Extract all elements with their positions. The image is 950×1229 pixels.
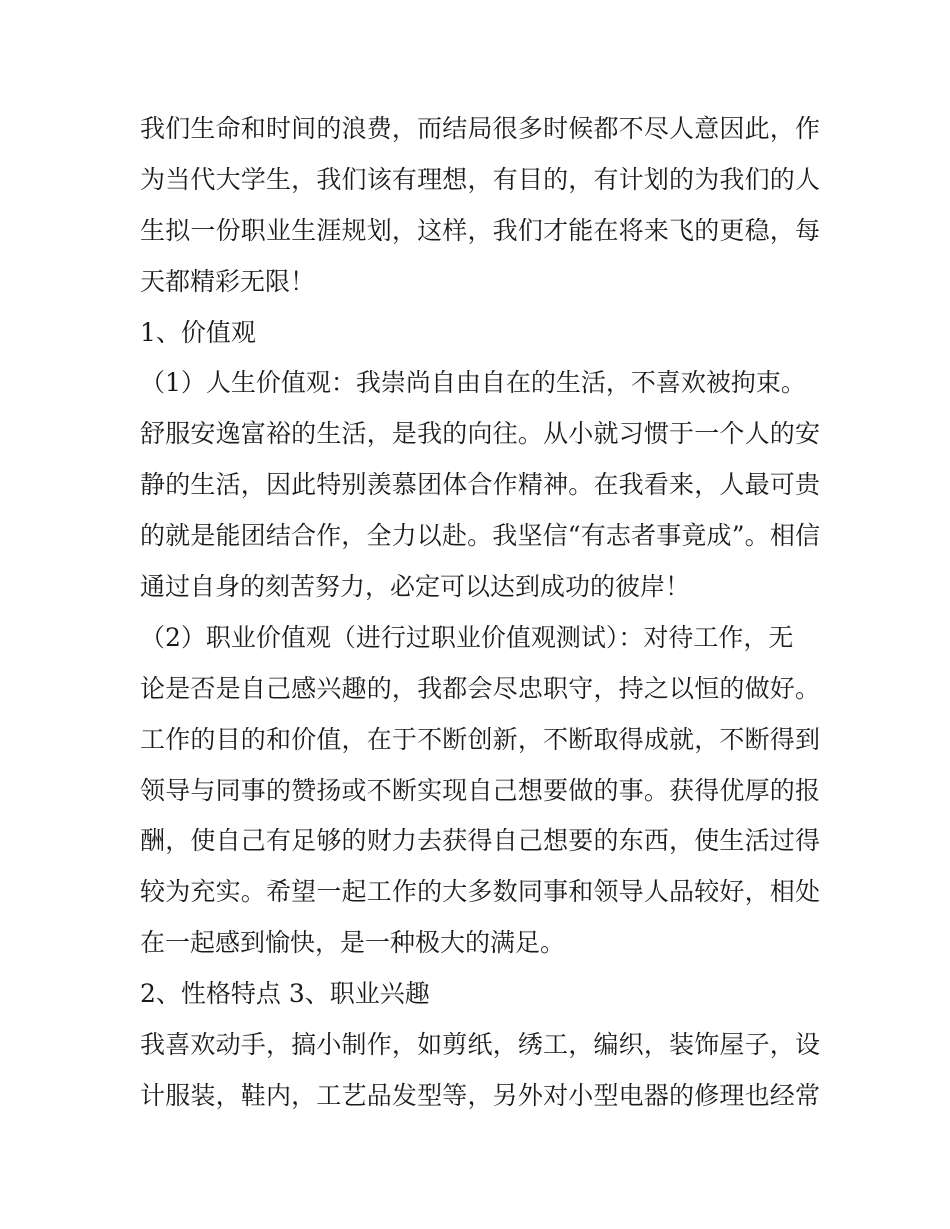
text-line: （2）职业价值观（进行过职业价值观测试）：对待工作，无	[140, 622, 794, 652]
text-line: 2、性格特点 3、职业兴趣	[140, 979, 430, 1009]
text-line: 生拟一份职业生涯规划，这样，我们才能在将来飞的更稳，每	[140, 215, 820, 245]
text-line: 论是否是自己感兴趣的，我都会尽忠职守，持之以恒的做好。	[140, 673, 820, 703]
body-text	[140, 104, 820, 1122]
text-line: 在一起感到愉快，是一种极大的满足。	[140, 928, 566, 958]
text-line: 计服装，鞋内，工艺品发型等，另外对小型电器的修理也经常	[140, 1080, 820, 1110]
text-line: 领导与同事的赞扬或不断实现自己想要做的事。获得优厚的报	[140, 775, 820, 805]
text-line: 较为充实。希望一起工作的大多数同事和领导人品较好，相处	[140, 877, 820, 907]
text-line: 酬，使自己有足够的财力去获得自己想要的东西，使生活过得	[140, 826, 820, 856]
text-line: 通过自身的刻苦努力，必定可以达到成功的彼岸！	[140, 572, 691, 602]
text-line: 天都精彩无限！	[140, 266, 316, 296]
text-line: 舒服安逸富裕的生活，是我的向往。从小就习惯于一个人的安	[140, 419, 820, 449]
text-line: 1、价值观	[140, 317, 256, 347]
text-line: 的就是能团结合作，全力以赴。我坚信“有志者事竟成”。相信	[140, 521, 820, 551]
text-line: 我们生命和时间的浪费，而结局很多时候都不尽人意因此，作	[140, 114, 820, 143]
text-line: 我喜欢动手，搞小制作，如剪纸，绣工，编织，装饰屋子，设	[140, 1030, 820, 1060]
text-line: 工作的目的和价值，在于不断创新，不断取得成就，不断得到	[140, 724, 820, 754]
text-line: （1）人生价值观：我崇尚自由自在的生活，不喜欢被拘束。	[140, 368, 806, 398]
text-line: 为当代大学生，我们该有理想，有目的，有计划的为我们的人	[140, 164, 820, 194]
text-line: 静的生活，因此特别羡慕团体合作精神。在我看来，人最可贵	[140, 470, 820, 500]
